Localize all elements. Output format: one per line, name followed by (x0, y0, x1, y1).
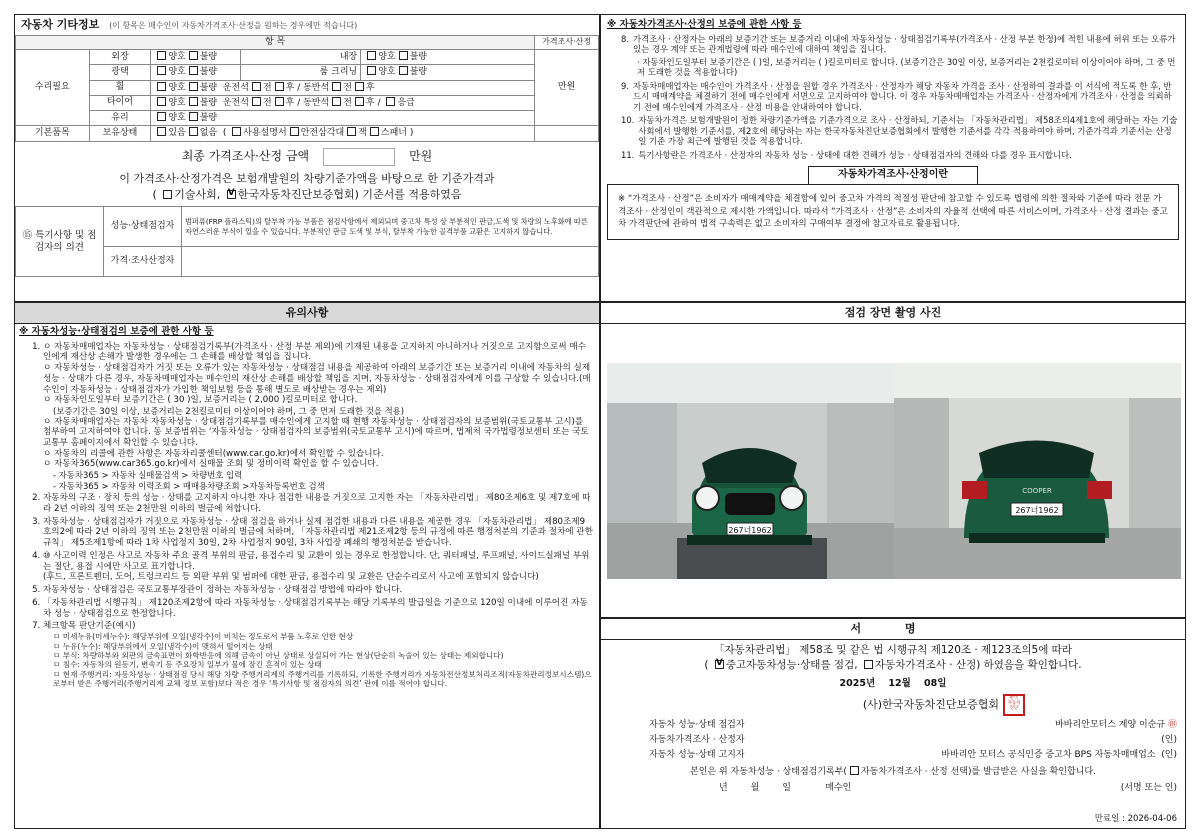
row-gloss: 광택 (89, 65, 151, 80)
rear-badge-text: COOPER (1022, 487, 1052, 495)
front-car-image (607, 363, 894, 579)
price-notes-panel (600, 14, 1186, 302)
receipt-line: 본인은 위 자동차성능 · 상태점검기록부( 자동차가격조사 · 산정 선택)를 발급받은 사실을 확인합니다. (690, 766, 1096, 777)
signature-confirm-line: ( V중고자동차성능·상태를 점검, 자동차가격조사 · 산정) 하였음을 확인합니다. (601, 659, 1185, 672)
checkbox[interactable] (189, 51, 198, 60)
final-price-unit: 만원 (409, 149, 433, 163)
photos-title: 점검 장면 촬영 사진 (601, 303, 1185, 324)
cautions-sec-title: ※ 자동차성능·상태점검의 보증에 관한 사항 등 (19, 325, 214, 337)
cautions-title: 유의사항 (15, 303, 599, 324)
perf-label: 성능·상태점검자 (104, 207, 182, 247)
row-glass: 유리 (89, 111, 151, 126)
room-clean-options[interactable]: 양호 불량 (361, 65, 535, 80)
col-item-header: 항 목 (16, 35, 535, 49)
rear-plate-text: 267너1962 (1015, 506, 1059, 515)
inspector-row: 자동차 성능·상태 점검자 바바리안모터스 계양 이순규 ㊞ (649, 719, 1177, 730)
front-plate-text: 267너1962 (728, 526, 772, 535)
cautions-list: 1. ㅇ 자동차매매업자는 자동차성능 · 상태점검기록부(가격조사 · 산정 부분 제외)에 기재된 내용을 고지하지 아니하거나 거짓으로 고지함으로써 매수인에게 재산상 손해가 발생한 경우에는 그 손해를 배상할 책임을 집니다. ㅇ 자동차성능 · 상태점검자가 거짓 또는 오류가 있는 자동차성능 · 상태점검 내용을 제공하여 아래의 보증기간 또는 보증거리 이내에 자동차의 실제 성능 · 상태가 다른 경우, 자동차매매업자는 매수인의 재산상 손해를 배상할 책임을 지며, 자동차성능 · 상태점검자에게 이를 구상할 수 있습니다.(매수인이 자동차성능 · 상태점검자가 가입한 책임보험 등을 통해 별도로 배상받는 경우는 제외) ㅇ 자동차인도일부터 보증기간은 ( 30 )일, 보증거리는 ( 2,000 )킬로미터로 합니다. (보증기간은 30일 이상, 보증거리는 2천킬로미터 이상이어야 하며, 그 중 먼저 도래한 것을 적용) ㅇ 자동차매매업자는 자동차 자동차성능 · 상태점검기록부를 매수인에게 고지할 때 현행 자동차성능 · 상태점검자의 보증범위(국토교통부 고시)를 첨부하여 고지하여야 합니다. 동 보증범위는 ‘자동차성능 · 상태점검자의 보증범위(국토교통부 고시)에 따르며, 법제처 국가법령정보센터 또는 국토교통부 홈페이지에서 확인할 수 있습니다. ㅇ 자동차의 리콜에 관한 사항은 자동차리콜센터(www.car.go.kr)에서 확인할 수 있습니다. ㅇ 자동차365(www.car365.go.kr)에서 실매물 조회 및 정비이력 확인을 할 수 있습니다. - 자동차365 > 자동차 실매물검색 > 차량번호 입력 - 자동차365 > 자동차 이력조회 > 매매용차량조회 >자동차등록번호 검색 2. 자동차의 구조 · 장치 등의 성능 · 상태를 고지하지 아니한 자나 점검한 내용을 거짓으로 고지한 자는 「자동차관리법」 제80조제6호 및 제7호에 따라 2년 이하의 징역 또는 2천만원 이하의 벌금에 처합니다. 3. 자동차성능 · 상태점검자가 거짓으로 자동차성능 · 상태 점검을 하거나 실제 점검한 내용과 다른 내용을 제공한 경우 「자동차관리법」 제80조제9호의2에 따라 2년 이하의 징역 또는 2천만원 이하의 벌금에 처하며, 「자동차관리법 제21조제2항 등의 규정에 따른 행정처분의 기준과 절차에 관한 규칙」 제5조제1항에 따라 1차 사업정지 30일, 2차 사업정지 90일, 3차 사업장 폐쇄의 행정처분을 받습니다. 4. ⑩ 사고이력 인정은 사고로 자동차 주요 골격 부위의 판금, 용접수리 및 교환이 있는 경우로 한정합니다. 단, 쿼터패널, 루프패널, 사이드실패널 부위는 절단, 용접 시에만 사고로 표기합니다. (후드, 프론트펜더, 도어, 트렁크리드 등 외판 부위 및 범퍼에 대한 판금, 용접수리 및 교환은 단순수리로서 사고에 포함되지 않습니다) 5. 자동차성능 · 상태점검은 국토교통부장관이 정하는 자동차성능 · 상태점검 방법에 따라야 합니다. 6. 「자동차관리법 시행규칙」 제120조제2항에 따라 자동차성능 · 상태점검기록부는 해당 기록부의 발급일을 기준으로 120일 이내에 이루어진 자동차 성능 · 상태점검으로 한정합니다. 7. 체크항목 판단기준(예시) ㅁ 미세누유(미세누수): 해당부위에 오일(냉각수)이 비치는 정도로서 부품 노후로 인한 현상 ㅁ 누유(누수): 해당부위에서 오일(냉각수)이 맺혀서 떨어지는 상태 ㅁ 부식: 차량하부와 외판의 금속표면이 화학반응에 의해 금속이 아닌 상태로 상실되어 가는 현상(단순히 녹슬어 있는 상태는 제외합니다) ㅁ 침수: 자동차의 원동기, 변속기 등 주요장치 일부가 물에 잠긴 흔적이 있는 상태 ㅁ 현재 주행거리: 자동차성능 · 상태점검 당시 해당 차량 주행거리계의 주행거리를 기록하되, 기록한 주행거리가 자동차전산정보처리조직(자동차관리정보시스템)으로부터 받은 주행거리(주행거리계 교체 정보 포함)보다 적은 경우 ‘특기사항 및 점검자의 의견’ 란에 이를 적어야 합니다. (25, 342, 593, 689)
checkbox[interactable] (157, 51, 166, 60)
wheel-options[interactable]: 양호 불량 운전석 전 후 / 동반석 전 후 (151, 80, 535, 95)
perf-text: 범퍼류(FRP 플라스틱)의 탈부착 가능 부품은 점검사항에서 제외되며 중고차 특성 상 부분적인 판금,도색 및 차량의 노후화에 따른 자연스러운 부식이 있을 수 있습니다. 부분적인 판금 도색 및 부식, 탈부착 가능한 골격부품 교환은 고지하지 않습니다. (182, 207, 599, 247)
signature-date: 2025년 12월 08일 (839, 678, 947, 689)
other-info-header (15, 15, 599, 35)
row-room-clean: 룸 크리닝 (240, 65, 360, 80)
price-notes-list: 8. 가격조사 · 산정자는 아래의 보증기간 또는 보증거리 이내에 자동차성능 · 상태점검기록부(가격조사 · 산정 부분 한정)에 적힌 내용에 허위 또는 오류가 있는 경우 계약 또는 관계법령에 따라 매수인에 대하여 책임을 집니다. · 자동차인도일부터 보증기간은 ( )일, 보증거리는 ( )킬로미터로 합니다. (보증기간은 30일 이상, 보증거리는 2천킬로미터 이상이어야 하며, 그 중 먼저 도래한 것을 적용합니다) 9. 자동차매매업자는 매수인이 가격조사 · 산정을 원할 경우 가격조사 · 산정자가 해당 자동차 가격을 조사 · 산정하여 결과를 이 서식에 적도록 한 후, 반드시 매매계약을 체결하기 전에 매수인에게 서면으로 고지하여야 합니다. 이 경우 자동차매매업자는 가격조사 · 산정자에게 가격조사 · 산정을 의뢰하기 전에 매수인에게 가격조사 · 산정 비용을 안내하여야 합니다. 10. 자동차가격은 보험개발원이 정한 차량기준가액을 기준가격으로 조사 · 산정하되, 기준서는 「자동차관리법」 제58조의4제1호에 해당하는 자는 기술사회에서 발행한 기준서를, 제2호에 해당하는 자는 한국자동차진단보증협회에서 발행한 기준서를 각각 적용하여야 하며, 기준가격과 기준서는 산정일 기준 가장 최근에 발행된 것을 적용합니다. 11. 특기사항란은 가격조사 · 산정자의 자동차 성능 · 상태에 대한 견해가 성능 · 상태점검자의 견해와 다를 경우 표시합니다. (621, 33, 1178, 160)
signature-title: 서 명 (601, 619, 1185, 640)
final-price-row (15, 148, 599, 166)
definition-title: 자동차가격조사·산정이란 (808, 166, 978, 185)
other-info-table (15, 35, 599, 142)
rear-car-photo (894, 363, 1181, 579)
tire-options[interactable]: 양호 불량 운전석 전 후 / 동반석 전 후 / 응급 (151, 95, 535, 110)
row-tire: 타이어 (89, 95, 151, 110)
buyer-row: 년 월 일 매수인 (서명 또는 인) (719, 782, 1177, 793)
interior-options[interactable]: 양호 불량 (361, 50, 535, 65)
special-table (15, 206, 599, 277)
other-info-title: 자동차 기타정보 (21, 18, 100, 31)
row-interior: 내장 (240, 50, 360, 65)
gloss-options[interactable]: 양호 불량 (151, 65, 241, 80)
exterior-options[interactable]: 양호 불량 (151, 50, 241, 65)
expiry-date: 만료일 : 2026-04-06 (1094, 814, 1177, 825)
signature-org: (사)한국자동차진단보증협회 한국 자동차 진단 (601, 694, 1185, 716)
front-car-photo (607, 363, 894, 579)
signature-panel (600, 618, 1186, 829)
price-unit: 만원 (535, 50, 599, 126)
special-label: ⑮ 특기사항 및 점검자의 의견 (16, 207, 104, 277)
definition-box: ※ “가격조사 · 산정”은 소비자가 매매계약을 체결함에 있어 중고차 가격의 적절성 판단에 참고할 수 있도록 법령에 의한 절차와 기준에 따라 전문 가격조사 · 산정인이 객관적으로 제시한 가액입니다. 따라서 “가격조사 · 산정”은 소비자의 자율적 선택에 따른 서비스이며, 가격조사 · 산정 결과는 중고차 가격판단에 관하여 법적 구속력은 없고 소비자의 구매여부 결정에 참고자료로 활용됩니다. (607, 184, 1179, 240)
price-checker-label: 가격·조사산정자 (104, 247, 182, 277)
photos-panel (600, 302, 1186, 618)
other-info-panel (14, 14, 600, 302)
basic-label: 기본품목 (16, 126, 90, 141)
other-info-note: (이 항목은 매수인이 자동차가격조사·산정을 원하는 경우에만 적습니다) (109, 21, 358, 30)
cautions-panel (14, 302, 600, 829)
basis-line2: ( 기술사회, V 한국자동차진단보증협회) 기준서를 적용하였음 (15, 188, 599, 202)
price-notes-title: ※ 자동차가격조사·산정의 보증에 관한 사항 등 (607, 19, 802, 30)
row-exterior: 외장 (89, 50, 151, 65)
signature-law-line: 「자동차관리법」 제58조 및 같은 법 시행규칙 제120조 · 제123조의5에 따라 (714, 643, 1072, 656)
glass-options[interactable]: 양호 불량 (151, 111, 535, 126)
notifier-row: 자동차 성능·상태 고지자 바바리안 모터스 공식인증 중고차 BPS 자동차매매업소 (인) (649, 750, 1177, 761)
repair-label: 수리필요 (16, 50, 90, 126)
rear-car-image (894, 363, 1181, 579)
final-price-label: 최종 가격조사·산정 금액 (181, 149, 310, 163)
price-checker-row: 자동차가격조사 · 산정자 (인) (649, 735, 1177, 746)
row-wheel: 휠 (89, 80, 151, 95)
org-seal-icon: 한국 자동차 진단 (1003, 694, 1025, 716)
final-price-input[interactable] (323, 148, 395, 166)
basic-options[interactable]: 있음 없음 ( 사용설명서 안전삼각대 잭 스패너 ) (151, 126, 535, 141)
col-price-header: 가격조사·산정 (535, 35, 599, 49)
basis-line1: 이 가격조사·산정가격은 보험개발원의 차량기준가액을 바탕으로 한 기준가격과 (119, 171, 495, 185)
possession-label: 보유상태 (89, 126, 151, 141)
